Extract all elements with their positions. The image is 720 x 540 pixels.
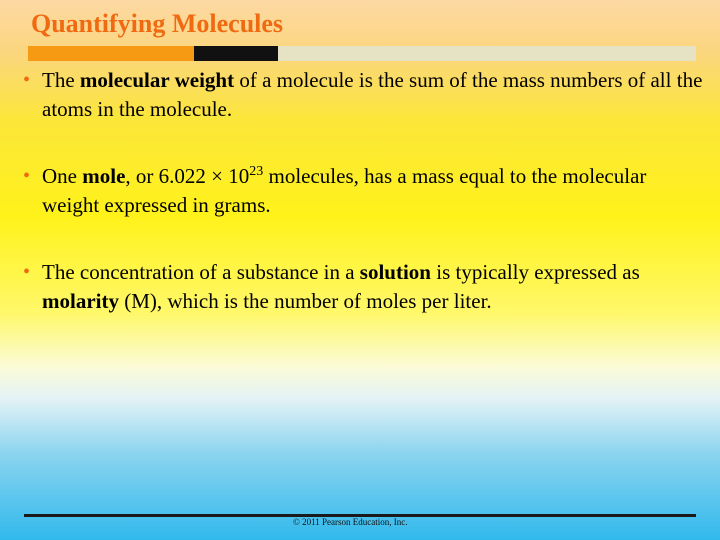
underline-orange-segment [28,46,194,61]
bullet-text: The [42,68,80,92]
bullet-molecular-weight [23,66,703,124]
underline-black-segment [194,46,278,61]
bullet-term: molarity [42,289,119,313]
bullet-term: mole [82,164,126,188]
bullet-marker: • [23,165,31,187]
bullet-molarity [23,258,703,316]
exponent: 23 [249,164,264,179]
copyright-footer: © 2011 Pearson Education, Inc. [293,517,408,527]
bullet-list [23,66,703,354]
bullet-text: is typically expressed as [431,260,640,284]
bullet-text: The concentration of a substance in a [42,260,360,284]
bullet-text: of a molecule is the sum of the mass numbers of all the atoms in the molecule. [42,68,703,121]
underline-light-segment [278,46,696,61]
bullet-term: molecular weight [79,68,235,92]
bullet-term: solution [359,260,431,284]
bullet-marker: • [23,69,31,91]
bullet-text: (M), which is the number of moles per liter. [118,289,492,313]
bullet-text: , or 6.022 × 10 [125,164,250,188]
title-underline-bar [28,46,696,61]
bullet-mole [23,162,703,220]
bullet-marker: • [23,261,31,283]
bullet-text: molecules, has a mass equal to the molecular weight expressed in grams. [42,164,647,217]
bullet-text: One [42,164,83,188]
slide-title: Quantifying Molecules [31,9,284,38]
